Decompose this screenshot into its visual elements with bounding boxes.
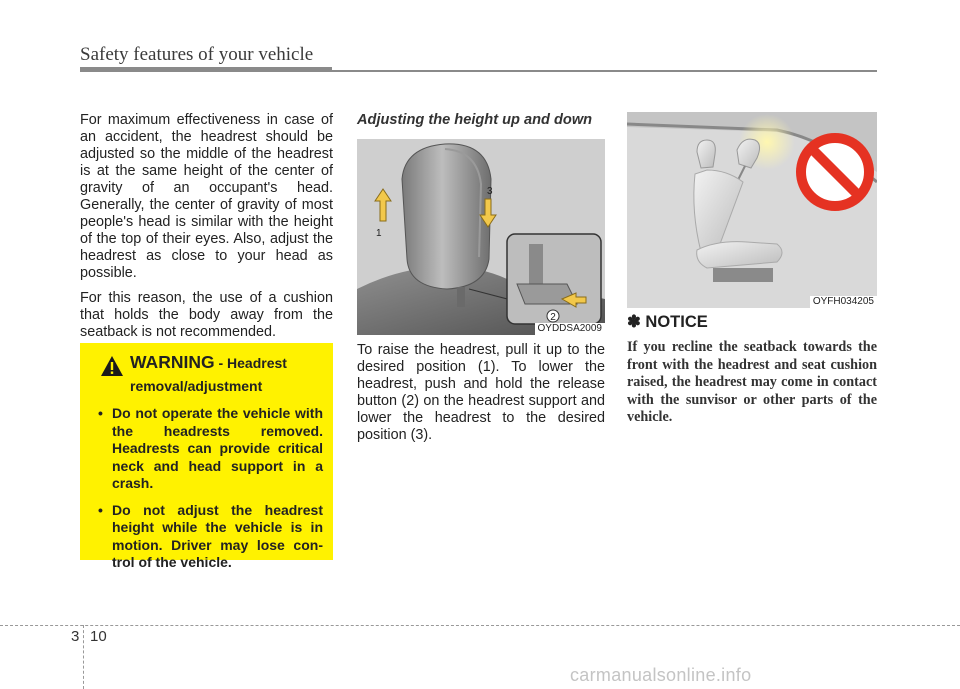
warning-header [92, 353, 323, 377]
page-number: 10 [90, 628, 107, 645]
headrest-illustration [357, 139, 605, 335]
callout-2: 2 [550, 312, 556, 323]
warning-title: - Headrest [214, 355, 287, 371]
callout-3: 3 [487, 186, 493, 197]
seat-illustration [627, 112, 877, 308]
middle-column-body [357, 342, 605, 452]
warning-label: WARNING [130, 352, 215, 372]
seat-recline-figure [627, 112, 877, 308]
body-paragraph: For this reason, the use of a cushion that holds the body away from the seatback is not recommended. [80, 290, 333, 340]
header-rule-thin [332, 70, 877, 72]
footer-rule [0, 625, 960, 626]
figure-code: OYDDSA2009 [535, 323, 605, 335]
left-column [80, 112, 333, 349]
notice-title: ✽ NOTICE [627, 313, 708, 331]
warning-box [80, 343, 333, 570]
headrest-adjust-figure [357, 139, 605, 335]
subheading: Adjusting the height up and down [357, 112, 593, 128]
watermark: carmanualsonline.info [570, 665, 752, 685]
body-paragraph: For maximum effectiveness in case of an accident, the headrest should be adjusted so the middle of the headrest is at the same height of the center of gravity of an occupant's head. Generally, the center of gravity of most people's head is similar with the height of the top of their eyes. Also, adjust the headrest as close to your head as possible. [80, 112, 333, 281]
callout-1: 1 [376, 228, 382, 239]
warning-item: • Do not adjust the headrest height while the vehicle is in motion. Driver may lose con-trol of the vehicle. [98, 501, 323, 570]
warning-subtitle: removal/adjustment [130, 378, 263, 394]
footer-divider [83, 625, 84, 689]
right-column [627, 314, 877, 435]
header-rule [80, 67, 332, 72]
figure-code: OYFH034205 [810, 296, 877, 308]
notice-body: If you recline the seatback towards the front with the headrest and seat cushion raised, the headrest may come in contact with the sunvisor or other parts of the vehicle. [627, 339, 877, 425]
body-paragraph: To raise the headrest, pull it up to the desired position (1). To lower the headrest, push and hold the release button (2) on the headrest support and lower the headrest to the desired position (3). [357, 342, 605, 443]
warning-item: • Do not operate the vehicle with the headrests removed. Headrests can provide critical neck and head support in a crash. [98, 405, 323, 491]
chapter-number: 3 [71, 628, 80, 645]
warning-list [92, 405, 323, 572]
middle-column [357, 112, 605, 137]
section-title: Safety features of your vehicle [80, 44, 314, 65]
warning-triangle-icon [100, 355, 124, 377]
